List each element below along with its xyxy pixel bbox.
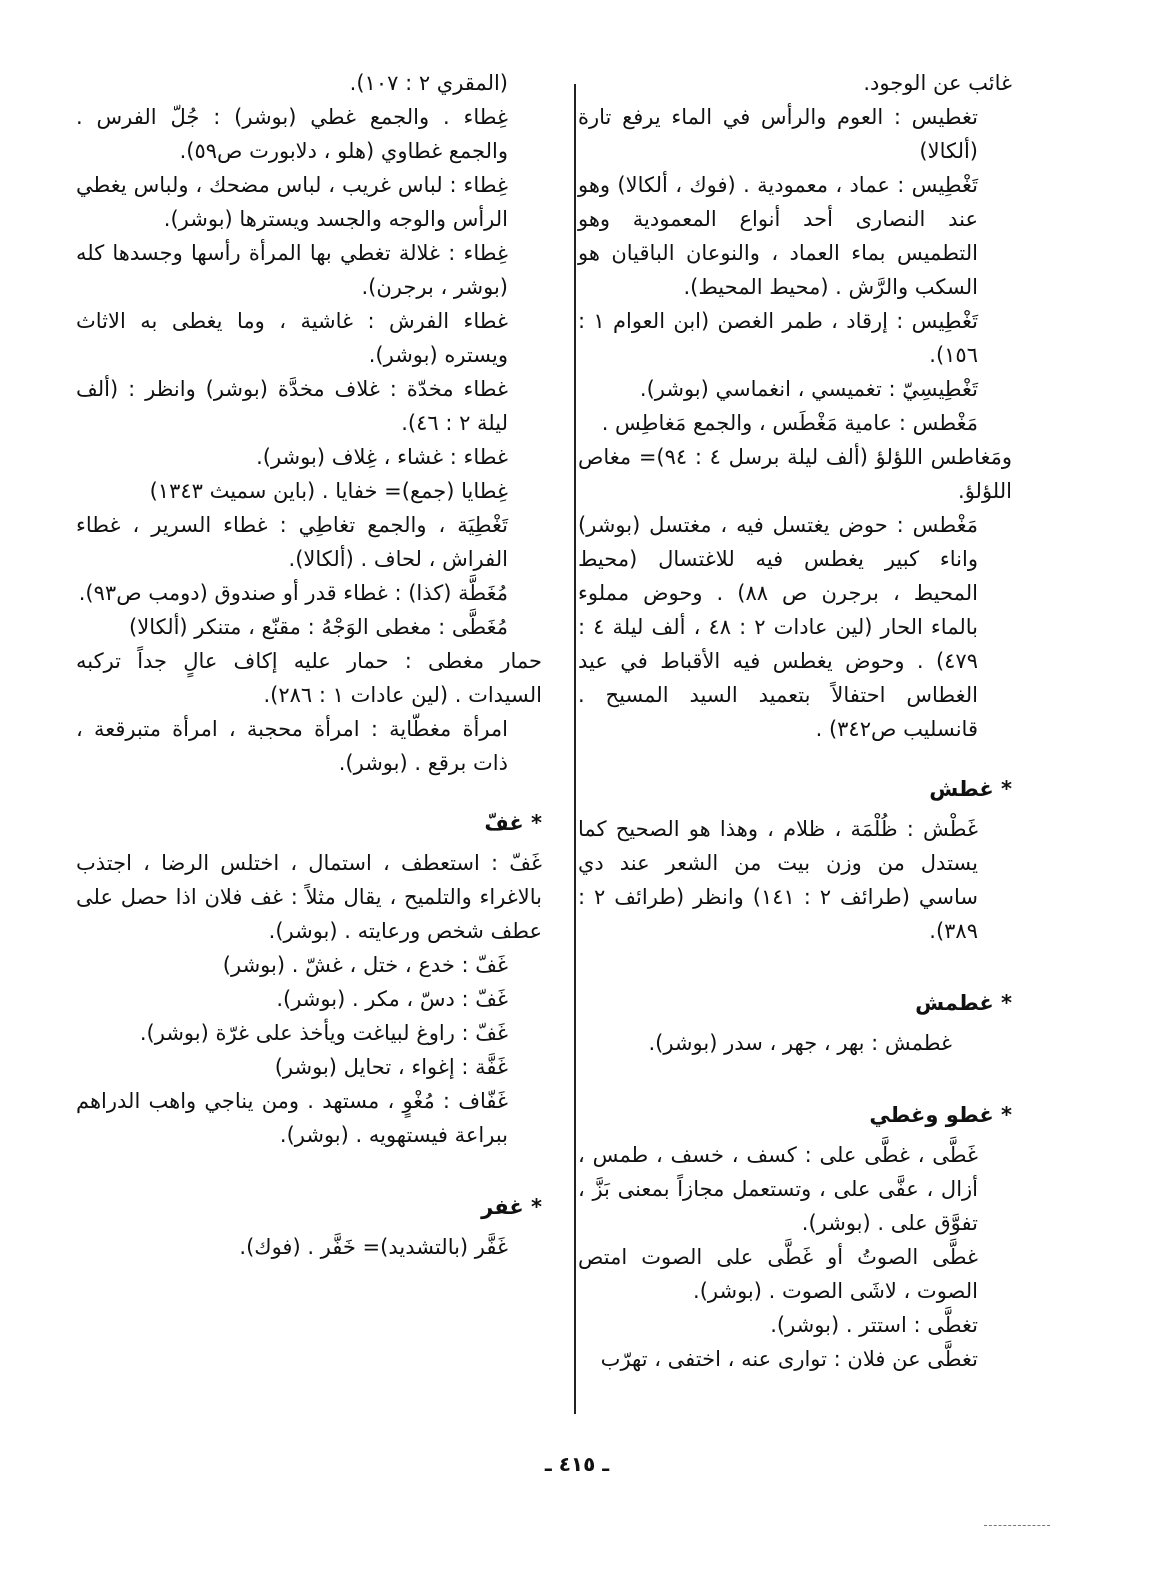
- entry-text: تَغْطِيَة ، والجمع تغاطِي : غطاء السرير ، غطاء الفراش ، لحاف . (ألكالا).: [76, 513, 508, 571]
- spacer: [76, 780, 542, 794]
- entry-text: (المقري ٢ : ١٠٧).: [349, 71, 508, 95]
- entry-text: غطاء : غشاء ، غِلاف (بوشر).: [256, 445, 508, 469]
- entry-text: حمار مغطى : حمار عليه إكاف عالٍ جداً تركبه السيدات . (لين عادات ١ : ٢٨٦).: [76, 649, 542, 707]
- entry-text: غائب عن الوجود.: [863, 71, 1012, 95]
- entry-text: تغطَّى عن فلان : توارى عنه ، اختفى ، تهرّب: [600, 1347, 978, 1371]
- entry-text: غَفّ : راوغ لبياغت ويأخذ على غرّة (بوشر).: [139, 1021, 508, 1045]
- section-heading: * غطمش: [915, 991, 1012, 1015]
- entry-text: غِطاء : غلالة تغطي بها المرأة رأسها وجسدها كله (بوشر ، برجرن).: [76, 241, 508, 299]
- page-number: ـ ٤١٥ ـ: [544, 1452, 610, 1476]
- entry-text: امرأة مغطّاية : امرأة محجبة ، امرأة متبرقعة ، ذات برقع . (بوشر).: [76, 717, 508, 775]
- section-heading: * غفّ: [484, 811, 542, 835]
- section-heading: * غفر: [481, 1195, 542, 1219]
- entry-text: غِطايا (جمع)= خفايا . (باين سميث ١٣٤٣): [149, 479, 508, 503]
- left-column: [76, 66, 542, 1264]
- entry-text: غَفّ : خدع ، ختل ، غشّ . (بوشر): [222, 953, 508, 977]
- entry-text: غَفّ : استعطف ، استمال ، اختلس الرضا ، اجتذب بالاغراء والتلميح ، يقال مثلاً : غف فلان اذا حصل على عطف شخص ورعايته . (بوشر).: [76, 851, 542, 943]
- column-divider: [574, 84, 576, 1414]
- spacer: [578, 746, 1012, 760]
- entry-text: مُغَطَّى : مغطى الوَجْهُ : مقنّع ، متنكر (ألكالا): [129, 615, 508, 639]
- entry-text: غَطْش : ظُلْمَة ، ظلام ، وهذا هو الصحيح كما يستدل من وزن بيت من الشعر عند دي ساسي (طرائف ٢ : ١٤١) وانظر (طرائف ٢ : ٣٨٩).: [578, 817, 978, 943]
- entry-text: غَفّ : دسّ ، مكر . (بوشر).: [276, 987, 508, 1011]
- entry-text: مُغَطَّة (كذا) : غطاء قدر أو صندوق (دومب ص٩٣).: [78, 581, 508, 605]
- entry-text: ومَغاطس اللؤلؤ (ألف ليلة برسل ٤ : ٩٤)= مغاص اللؤلؤ.: [578, 445, 1012, 503]
- spacer: [76, 1152, 542, 1178]
- entry-text: غطمش : بهر ، جهر ، سدر (بوشر).: [648, 1031, 952, 1055]
- section-heading: * غطش: [929, 777, 1012, 801]
- entry-text: مَغْطس : عامية مَغْطَس ، والجمع مَغاطِس .: [601, 411, 978, 435]
- spacer: [578, 1060, 1012, 1086]
- entry-text: غطاء مخدّة : غلاف مخدَّة (بوشر) وانظر : (ألف ليلة ٢ : ٤٦).: [76, 377, 508, 435]
- right-column: [578, 66, 1012, 1376]
- entry-text: غَفَّر (بالتشديد)= خَفَّر . (فوك).: [239, 1235, 508, 1259]
- spacer: [578, 948, 1012, 974]
- entry-text: غِطاء : لباس غريب ، لباس مضحك ، ولباس يغطي الرأس والوجه والجسد ويسترها (بوشر).: [76, 173, 508, 231]
- entry-text: غَفّاف : مُغْوٍ ، مستهد . ومن يناجي واهب الدراهم ببراعة فيستهويه . (بوشر).: [76, 1089, 508, 1147]
- entry-text: غَطَّى ، غطَّى على : كسف ، خسف ، طمس ، أزال ، عفَّى على ، وتستعمل مجازاً بمعنى بَزَّ ، تفوَّق على . (بوشر).: [578, 1143, 978, 1235]
- entry-text: مَغْطس : حوض يغتسل فيه ، مغتسل (بوشر) واناء كبير يغطس فيه للاغتسال (محيط المحيط ، برجرن ص ٨٨) . وحوض مملوء بالماء الحار (لين عادات ٢ : ٤٨ ، ألف ليلة ٤ : ٤٧٩) . وحوض يغطس فيه الأقباط في عيد الغطاس احتفالاً بتعميد السيد المسيح . قانسليب ص٣٤٢) .: [578, 513, 978, 741]
- section-heading: * غطو وغطي: [869, 1103, 1012, 1127]
- entry-text: غطَّى الصوتُ أو غَطَّى على الصوت امتص الصوت ، لاشَى الصوت . (بوشر).: [578, 1245, 978, 1303]
- entry-text: غطاء الفرش : غاشية ، وما يغطى به الاثاث ويستره (بوشر).: [76, 309, 508, 367]
- entry-text: تَغْطِيسِيّ : تغميسي ، انغماسي (بوشر).: [639, 377, 978, 401]
- entry-text: تَغْطِيس : عماد ، معمودية . (فوك ، ألكالا) وهو عند النصارى أحد أنواع المعمودية وهو التطميس بماء العماد ، والنوعان الباقيان هو السكب والرَّش . (محيط المحيط).: [578, 173, 978, 299]
- entry-text: تغطَّى : استتر . (بوشر).: [770, 1313, 978, 1337]
- entry-text: غَفَّة : إغواء ، تحايل (بوشر): [274, 1055, 508, 1079]
- entry-text: تَغْطِيس : إرقاد ، طمر الغصن (ابن العوام ١ : ١٥٦).: [578, 309, 978, 367]
- entry-text: غِطاء . والجمع غطي (بوشر) : جُلّ الفرس . والجمع غطاوي (هلو ، دلابورت ص٥٩).: [76, 105, 508, 163]
- corner-scan-mark: [984, 1525, 1050, 1527]
- entry-text: تغطيس : العوم والرأس في الماء يرفع تارة (ألكالا): [578, 105, 978, 163]
